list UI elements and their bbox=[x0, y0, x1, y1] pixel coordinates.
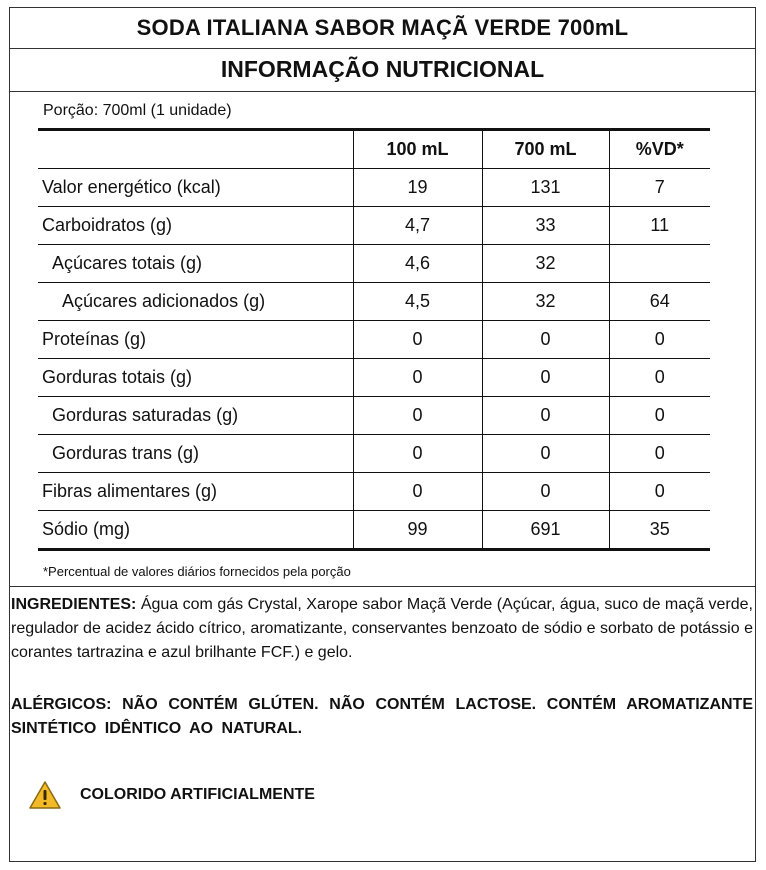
row-value-100ml: 0 bbox=[353, 435, 482, 473]
ingredients-paragraph bbox=[11, 593, 753, 665]
table-row bbox=[38, 321, 710, 359]
row-value-vd: 0 bbox=[609, 473, 710, 511]
row-value-vd: 35 bbox=[609, 511, 710, 550]
row-value-100ml: 0 bbox=[353, 321, 482, 359]
row-value-100ml: 0 bbox=[353, 397, 482, 435]
row-label: Açúcares adicionados (g) bbox=[62, 291, 266, 311]
row-value-vd: 0 bbox=[609, 359, 710, 397]
row-value-700ml: 0 bbox=[482, 473, 609, 511]
nutrition-table bbox=[38, 128, 710, 551]
product-title: SODA ITALIANA SABOR MAÇÃ VERDE 700mL bbox=[10, 8, 755, 49]
row-value-100ml: 4,7 bbox=[353, 207, 482, 245]
table-row bbox=[38, 511, 710, 550]
row-value-700ml: 0 bbox=[482, 435, 609, 473]
row-value-100ml: 0 bbox=[353, 473, 482, 511]
row-value-vd: 64 bbox=[609, 283, 710, 321]
ingredients-text: Água com gás Crystal, Xarope sabor Maçã Verde (Açúcar, água, suco de maçã verde, regulador de acidez ácido cítrico, aromatizante, conservantes benzoato de sódio e sorbato de potássio e corantes tartrazina e azul brilhante FCF.) e gelo. bbox=[11, 596, 753, 661]
header-vd: %VD* bbox=[609, 130, 710, 169]
portion-text: Porção: 700ml (1 unidade) bbox=[43, 102, 232, 119]
artificial-color-notice bbox=[28, 780, 315, 810]
header-100ml: 100 mL bbox=[353, 130, 482, 169]
allergens-paragraph: ALÉRGICOS: NÃO CONTÉM GLÚTEN. NÃO CONTÉM LACTOSE. CONTÉM AROMATIZANTE SINTÉTICO IDÊNTICO AO NATURAL. bbox=[11, 696, 753, 737]
row-label: Proteínas (g) bbox=[42, 329, 147, 349]
table-row bbox=[38, 359, 710, 397]
row-value-100ml: 4,6 bbox=[353, 245, 482, 283]
table-row bbox=[38, 473, 710, 511]
table-row bbox=[38, 207, 710, 245]
row-label: Gorduras trans (g) bbox=[52, 443, 200, 463]
row-value-100ml: 19 bbox=[353, 169, 482, 207]
table-row bbox=[38, 435, 710, 473]
vd-footnote: *Percentual de valores diários fornecidos pela porção bbox=[43, 564, 351, 579]
nutrition-label-frame bbox=[9, 7, 756, 862]
table-row bbox=[38, 397, 710, 435]
row-value-700ml: 0 bbox=[482, 359, 609, 397]
row-value-100ml: 99 bbox=[353, 511, 482, 550]
row-value-vd: 11 bbox=[609, 207, 710, 245]
row-value-700ml: 32 bbox=[482, 245, 609, 283]
ingredients-label: INGREDIENTES: bbox=[11, 596, 137, 613]
row-value-700ml: 0 bbox=[482, 321, 609, 359]
row-value-700ml: 691 bbox=[482, 511, 609, 550]
row-value-100ml: 0 bbox=[353, 359, 482, 397]
row-value-100ml: 4,5 bbox=[353, 283, 482, 321]
row-value-vd: 0 bbox=[609, 321, 710, 359]
table-row bbox=[38, 283, 710, 321]
warning-triangle-icon bbox=[28, 780, 62, 810]
header-700ml: 700 mL bbox=[482, 130, 609, 169]
row-label: Carboidratos (g) bbox=[42, 215, 173, 235]
row-label: Açúcares totais (g) bbox=[52, 253, 203, 273]
row-value-700ml: 33 bbox=[482, 207, 609, 245]
row-value-vd bbox=[609, 245, 710, 283]
row-label: Sódio (mg) bbox=[42, 519, 131, 539]
row-label: Fibras alimentares (g) bbox=[42, 481, 218, 501]
table-row bbox=[38, 169, 710, 207]
artificial-color-text: COLORIDO ARTIFICIALMENTE bbox=[80, 786, 315, 803]
table-header-row bbox=[38, 130, 710, 169]
row-value-vd: 0 bbox=[609, 397, 710, 435]
row-label: Valor energético (kcal) bbox=[42, 177, 221, 197]
row-value-700ml: 32 bbox=[482, 283, 609, 321]
nutrition-heading: INFORMAÇÃO NUTRICIONAL bbox=[10, 48, 755, 92]
row-label: Gorduras totais (g) bbox=[42, 367, 193, 387]
row-value-700ml: 131 bbox=[482, 169, 609, 207]
row-value-vd: 0 bbox=[609, 435, 710, 473]
section-divider bbox=[10, 586, 755, 587]
row-value-700ml: 0 bbox=[482, 397, 609, 435]
row-label: Gorduras saturadas (g) bbox=[52, 405, 239, 425]
row-value-vd: 7 bbox=[609, 169, 710, 207]
table-row bbox=[38, 245, 710, 283]
header-blank bbox=[38, 130, 353, 169]
